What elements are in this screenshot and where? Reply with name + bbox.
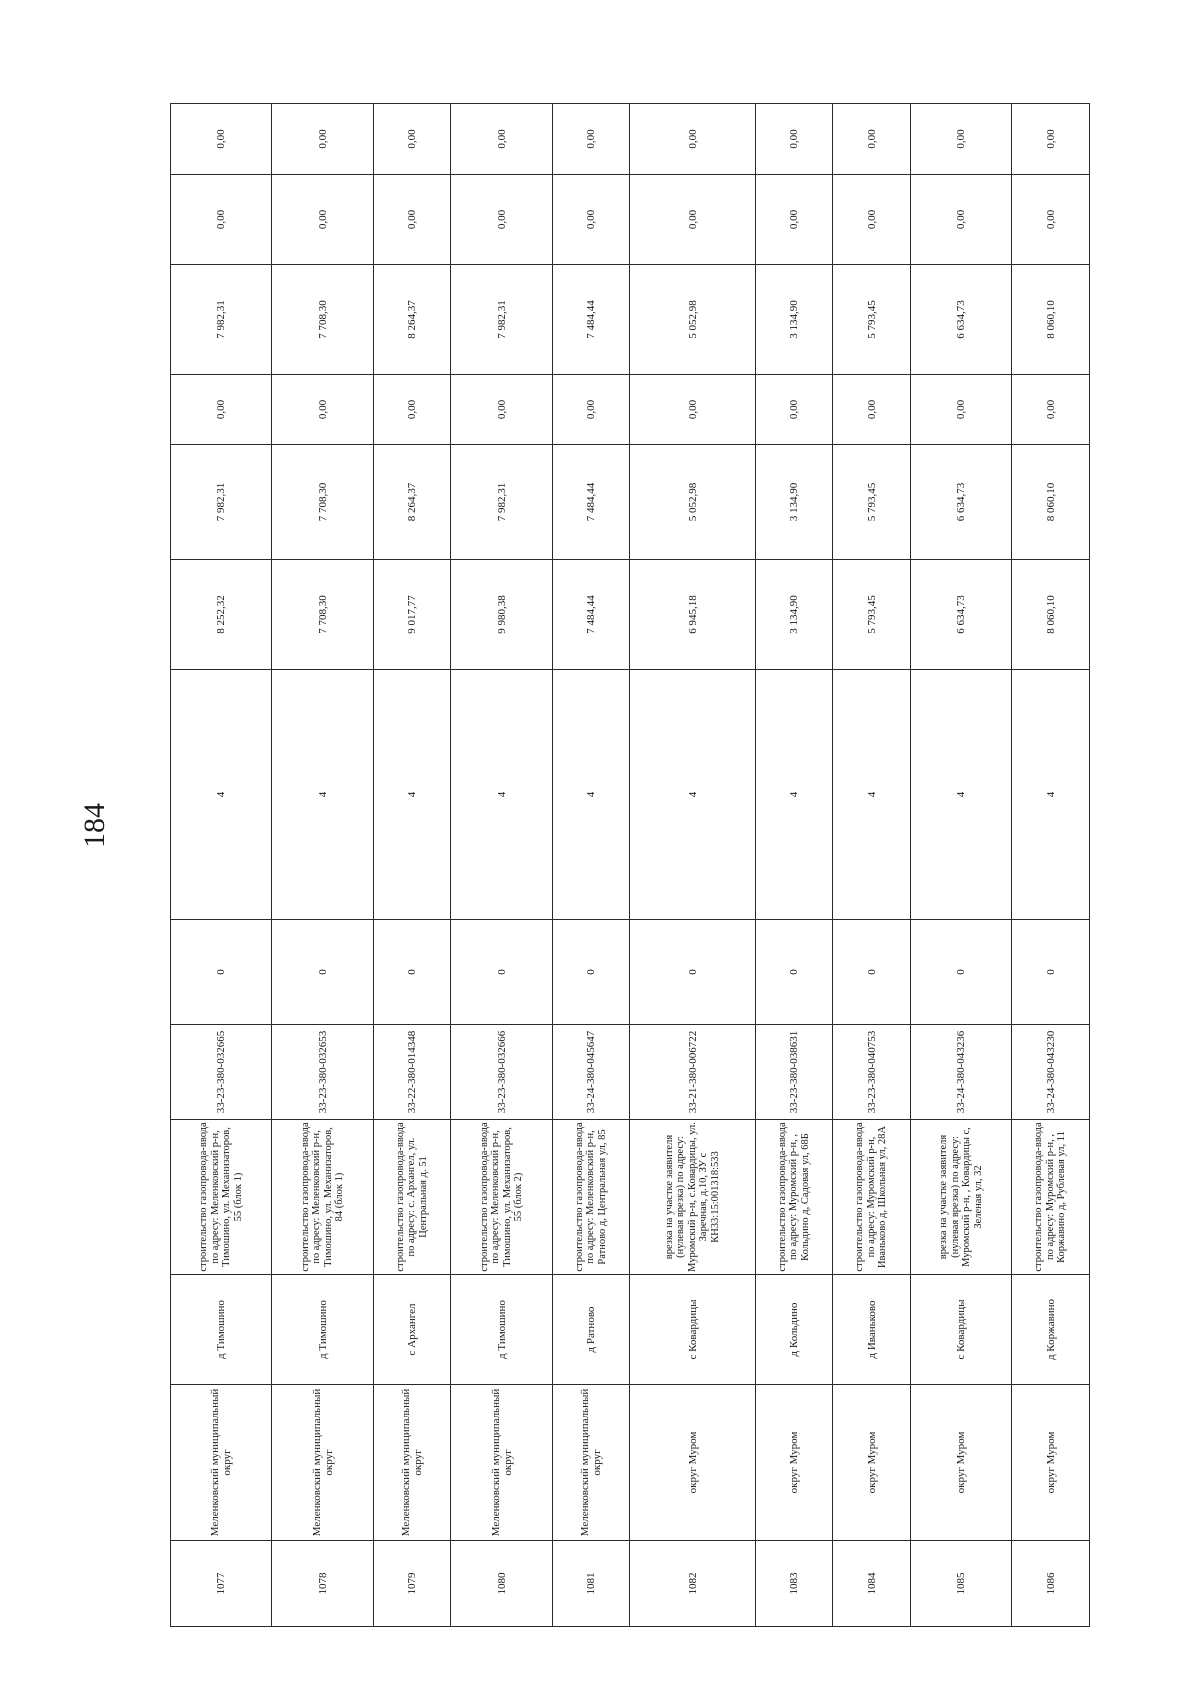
table-row — [373, 104, 451, 1627]
table-row — [630, 104, 755, 1627]
district: округ Муром — [1012, 1385, 1090, 1541]
amount-4: 6 634,73 — [910, 265, 1011, 375]
amount-4: 8 060,10 — [1012, 265, 1090, 375]
work-description: врезка на участке заявителя (нулевая врезка) по адресу: Муромский р-н, , Ковардицы с, Зеленая ул, 32 — [910, 1120, 1011, 1275]
amount-3: 0,00 — [451, 375, 552, 445]
amount-3: 0,00 — [630, 375, 755, 445]
row-number: 1081 — [552, 1541, 630, 1627]
row-number: 1077 — [171, 1541, 272, 1627]
amount-4: 7 982,31 — [451, 265, 552, 375]
district: округ Муром — [755, 1385, 833, 1541]
amount-4: 7 708,30 — [272, 265, 373, 375]
amount-2: 7 708,30 — [272, 445, 373, 560]
column-value-2: 4 — [373, 670, 451, 920]
table-row — [272, 104, 373, 1627]
row-number: 1079 — [373, 1541, 451, 1627]
locality: с Ковардицы — [630, 1275, 755, 1385]
registry-table — [170, 103, 1090, 1627]
amount-3: 0,00 — [833, 375, 911, 445]
district: Меленковский муниципальный округ — [373, 1385, 451, 1541]
column-value-1: 0 — [1012, 920, 1090, 1025]
district: Меленковский муниципальный округ — [272, 1385, 373, 1541]
object-code: 33-24-380-043230 — [1012, 1025, 1090, 1120]
table-row — [451, 104, 552, 1627]
amount-1: 7 708,30 — [272, 560, 373, 670]
amount-5: 0,00 — [272, 175, 373, 265]
object-code: 33-23-380-040753 — [833, 1025, 911, 1120]
row-number: 1078 — [272, 1541, 373, 1627]
object-code: 33-23-380-032653 — [272, 1025, 373, 1120]
object-code: 33-24-380-045647 — [552, 1025, 630, 1120]
amount-1: 7 484,44 — [552, 560, 630, 670]
amount-1: 8 060,10 — [1012, 560, 1090, 670]
work-description: строительство газопровода-ввода по адресу: Муромский р-н, , Коржавино д, Рублевая ул, 11 — [1012, 1120, 1090, 1275]
column-value-1: 0 — [755, 920, 833, 1025]
amount-3: 0,00 — [272, 375, 373, 445]
amount-5: 0,00 — [373, 175, 451, 265]
amount-2: 6 634,73 — [910, 445, 1011, 560]
amount-6: 0,00 — [272, 104, 373, 175]
column-value-1: 0 — [630, 920, 755, 1025]
column-value-1: 0 — [910, 920, 1011, 1025]
locality: д Коржавино — [1012, 1275, 1090, 1385]
column-value-2: 4 — [630, 670, 755, 920]
amount-2: 7 982,31 — [171, 445, 272, 560]
amount-1: 3 134,90 — [755, 560, 833, 670]
locality: д Тимошино — [272, 1275, 373, 1385]
work-description: строительство газопровода-ввода по адресу: Меленковский р-н, Ратново д, Центральная ул, 85 — [552, 1120, 630, 1275]
district: Меленковский муниципальный округ — [451, 1385, 552, 1541]
column-value-2: 4 — [272, 670, 373, 920]
work-description: строительство газопровода-ввода по адресу: Меленковский р-н, Тимошино, ул. Механизаторов, 84 (блок 1) — [272, 1120, 373, 1275]
table-row — [1012, 104, 1090, 1627]
row-number: 1080 — [451, 1541, 552, 1627]
object-code: 33-23-380-038631 — [755, 1025, 833, 1120]
column-value-2: 4 — [451, 670, 552, 920]
amount-4: 3 134,90 — [755, 265, 833, 375]
work-description: строительство газопровода-ввода по адресу: с. Архангел, ул. Центральная д. 51 — [373, 1120, 451, 1275]
work-description: строительство газопровода-ввода по адресу: Меленковский р-н, Тимошино, ул. Механизаторов, 55 (блок 1) — [171, 1120, 272, 1275]
row-number: 1085 — [910, 1541, 1011, 1627]
work-description: строительство газопровода-ввода по адресу: Муромский р-н, Иваньково д, Школьная ул, 28А — [833, 1120, 911, 1275]
amount-6: 0,00 — [1012, 104, 1090, 175]
amount-6: 0,00 — [755, 104, 833, 175]
object-code: 33-24-380-043236 — [910, 1025, 1011, 1120]
locality: с Архангел — [373, 1275, 451, 1385]
amount-5: 0,00 — [630, 175, 755, 265]
amount-3: 0,00 — [910, 375, 1011, 445]
amount-2: 7 982,31 — [451, 445, 552, 560]
amount-5: 0,00 — [755, 175, 833, 265]
table-wrapper — [170, 104, 1090, 1627]
object-code: 33-23-380-032666 — [451, 1025, 552, 1120]
row-number: 1083 — [755, 1541, 833, 1627]
amount-4: 8 264,37 — [373, 265, 451, 375]
column-value-1: 0 — [272, 920, 373, 1025]
column-value-2: 4 — [833, 670, 911, 920]
amount-6: 0,00 — [451, 104, 552, 175]
column-value-1: 0 — [552, 920, 630, 1025]
amount-5: 0,00 — [910, 175, 1011, 265]
amount-5: 0,00 — [171, 175, 272, 265]
table-body — [171, 104, 1090, 1627]
locality: д Иваньково — [833, 1275, 911, 1385]
table-row — [910, 104, 1011, 1627]
amount-3: 0,00 — [1012, 375, 1090, 445]
object-code: 33-23-380-032665 — [171, 1025, 272, 1120]
amount-5: 0,00 — [833, 175, 911, 265]
amount-5: 0,00 — [451, 175, 552, 265]
amount-1: 6 945,18 — [630, 560, 755, 670]
amount-4: 7 982,31 — [171, 265, 272, 375]
amount-5: 0,00 — [552, 175, 630, 265]
table-row — [171, 104, 272, 1627]
district: Меленковский муниципальный округ — [552, 1385, 630, 1541]
locality: с Ковардицы — [910, 1275, 1011, 1385]
amount-6: 0,00 — [171, 104, 272, 175]
column-value-1: 0 — [171, 920, 272, 1025]
locality: д Ратново — [552, 1275, 630, 1385]
column-value-1: 0 — [833, 920, 911, 1025]
column-value-1: 0 — [451, 920, 552, 1025]
district: Меленковский муниципальный округ — [171, 1385, 272, 1541]
table-row — [833, 104, 911, 1627]
district: округ Муром — [910, 1385, 1011, 1541]
amount-2: 5 793,45 — [833, 445, 911, 560]
locality: д Тимошино — [171, 1275, 272, 1385]
amount-1: 9 017,77 — [373, 560, 451, 670]
amount-6: 0,00 — [373, 104, 451, 175]
district: округ Муром — [833, 1385, 911, 1541]
amount-2: 7 484,44 — [552, 445, 630, 560]
object-code: 33-21-380-006722 — [630, 1025, 755, 1120]
amount-5: 0,00 — [1012, 175, 1090, 265]
district: округ Муром — [630, 1385, 755, 1541]
column-value-2: 4 — [755, 670, 833, 920]
object-code: 33-22-380-014348 — [373, 1025, 451, 1120]
amount-3: 0,00 — [373, 375, 451, 445]
amount-2: 5 052,98 — [630, 445, 755, 560]
table-row — [552, 104, 630, 1627]
amount-2: 3 134,90 — [755, 445, 833, 560]
work-description: врезка на участке заявителя (нулевая врезка) по адресу: Муромский р-н, с.Ковардицы, ул. Заречная, д.10, ЗУ с КН33:15:001318:533 — [630, 1120, 755, 1275]
column-value-2: 4 — [1012, 670, 1090, 920]
amount-2: 8 060,10 — [1012, 445, 1090, 560]
amount-1: 5 793,45 — [833, 560, 911, 670]
row-number: 1084 — [833, 1541, 911, 1627]
amount-3: 0,00 — [552, 375, 630, 445]
column-value-1: 0 — [373, 920, 451, 1025]
amount-2: 8 264,37 — [373, 445, 451, 560]
locality: д Тимошино — [451, 1275, 552, 1385]
amount-3: 0,00 — [755, 375, 833, 445]
work-description: строительство газопровода-ввода по адресу: Муромский р-н, , Кольдино д, Садовая ул, 68Б — [755, 1120, 833, 1275]
amount-3: 0,00 — [171, 375, 272, 445]
amount-4: 7 484,44 — [552, 265, 630, 375]
amount-1: 9 980,38 — [451, 560, 552, 670]
page-number: 184 — [78, 803, 111, 848]
amount-6: 0,00 — [833, 104, 911, 175]
amount-6: 0,00 — [552, 104, 630, 175]
amount-4: 5 052,98 — [630, 265, 755, 375]
amount-6: 0,00 — [630, 104, 755, 175]
column-value-2: 4 — [552, 670, 630, 920]
column-value-2: 4 — [910, 670, 1011, 920]
row-number: 1086 — [1012, 1541, 1090, 1627]
amount-1: 8 252,32 — [171, 560, 272, 670]
column-value-2: 4 — [171, 670, 272, 920]
amount-6: 0,00 — [910, 104, 1011, 175]
locality: д Кольдино — [755, 1275, 833, 1385]
table-row — [755, 104, 833, 1627]
row-number: 1082 — [630, 1541, 755, 1627]
amount-1: 6 634,73 — [910, 560, 1011, 670]
amount-4: 5 793,45 — [833, 265, 911, 375]
work-description: строительство газопровода-ввода по адресу: Меленковский р-н, Тимошино, ул. Механизаторов, 55 (блок 2) — [451, 1120, 552, 1275]
